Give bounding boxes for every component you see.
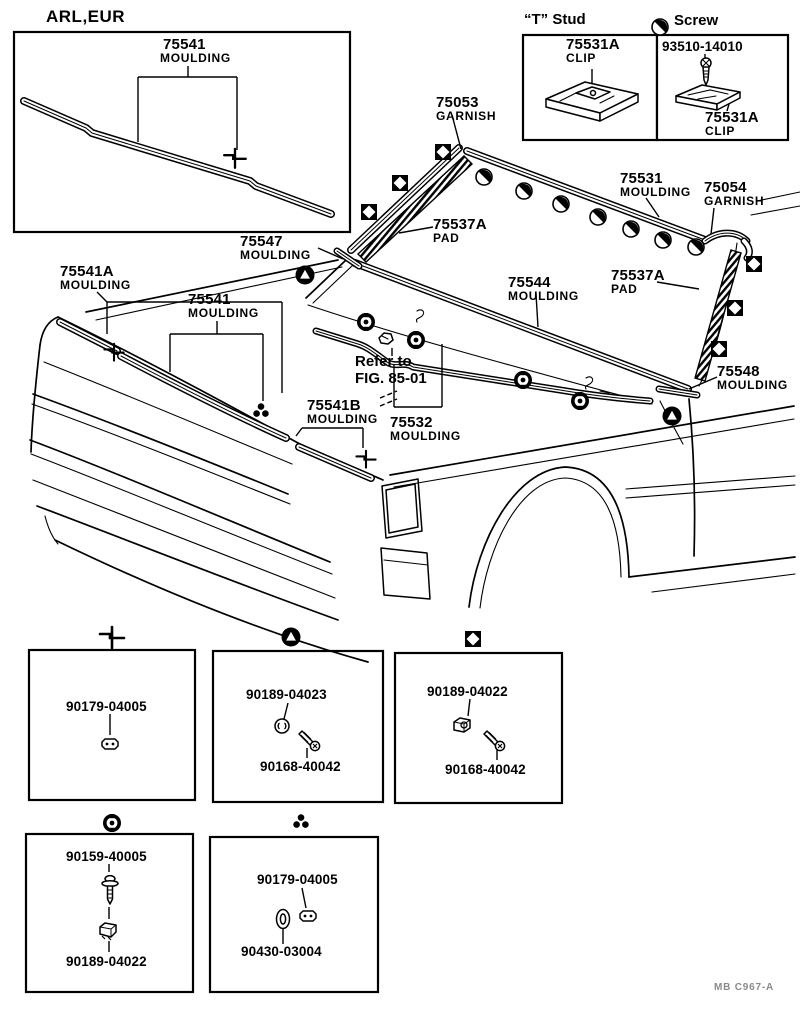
diamond-square-icon (727, 300, 743, 316)
diamond-square-icon (711, 341, 727, 357)
inset-tstud-header: “T” Stud (524, 11, 586, 28)
part-number: 90189-04023 (246, 687, 327, 702)
triangle-circle-icon (296, 266, 315, 285)
half-circle-icon (655, 232, 671, 248)
page-footer-code: MB C967-A (714, 982, 774, 993)
target-circle-icon (514, 371, 532, 389)
half-circle-icon (623, 221, 639, 237)
part-number: 90430-03004 (241, 944, 322, 959)
diamond-square-icon (392, 175, 408, 191)
diamond-square-icon (465, 631, 481, 647)
half-circle-icon (516, 183, 532, 199)
part-number: 90189-04022 (427, 684, 508, 699)
diamond-square-icon (361, 204, 377, 220)
part-number: 90179-04005 (257, 872, 338, 887)
part-number: 90179-04005 (66, 699, 147, 714)
three-dots-icon (293, 814, 308, 828)
callout-75531a-tstud: 75531A CLIP (566, 36, 620, 65)
part-number: 90168-40042 (445, 762, 526, 777)
callout-75054: 75054 GARNISH (704, 179, 765, 208)
part-number: 90159-40005 (66, 849, 147, 864)
callout-75531: 75531 MOULDING (620, 170, 691, 199)
callout-75053: 75053 GARNISH (436, 94, 497, 123)
callout-75541a: 75541A MOULDING (60, 263, 131, 292)
refer-clip-glyph (379, 333, 393, 344)
target-circle-icon (103, 814, 121, 832)
callout-75541: 75541 MOULDING (188, 291, 259, 320)
target-circle-icon (357, 313, 375, 331)
oval-ring-glyph (277, 910, 290, 929)
triangle-circle-icon (663, 407, 682, 426)
clip-cross-icon (356, 451, 375, 468)
target-circle-icon (571, 392, 589, 410)
diamond-square-icon (746, 256, 762, 272)
nut-glyph (300, 911, 316, 921)
inset-arl-header: ARL,EUR (46, 7, 126, 26)
half-circle-icon (476, 169, 492, 185)
diamond-square-icon (435, 144, 451, 160)
callout-75532: 75532 MOULDING (390, 414, 461, 443)
part-number: 90168-40042 (260, 759, 341, 774)
half-circle-icon (553, 196, 569, 212)
triangle-circle-icon (282, 628, 301, 647)
callout-75541-inset: 75541 MOULDING (160, 36, 231, 65)
callout-75548: 75548 MOULDING (717, 363, 788, 392)
callout-75531a-screw: 75531A CLIP (705, 109, 759, 138)
clip-cross-icon (100, 627, 124, 648)
part-number: 90189-04022 (66, 954, 147, 969)
half-circle-icon (652, 19, 668, 35)
inset-screw-header: Screw (674, 12, 719, 29)
target-circle-icon (407, 331, 425, 349)
refer-note: Refer to FIG. 85-01 (355, 353, 427, 387)
callout-93510-14010: 93510-14010 (662, 39, 743, 54)
half-circle-icon (590, 209, 606, 225)
callout-75544: 75544 MOULDING (508, 274, 579, 303)
grommet-glyph (275, 719, 289, 733)
callout-75537a-right: 75537A PAD (611, 267, 665, 296)
half-circle-icon (688, 239, 704, 255)
nut-glyph (102, 739, 118, 749)
callout-75541b: 75541B MOULDING (307, 397, 378, 426)
three-dots-icon (253, 403, 268, 417)
callout-75547: 75547 MOULDING (240, 233, 311, 262)
callout-75537a-left: 75537A PAD (433, 216, 487, 245)
grommet-glyph (454, 718, 470, 732)
